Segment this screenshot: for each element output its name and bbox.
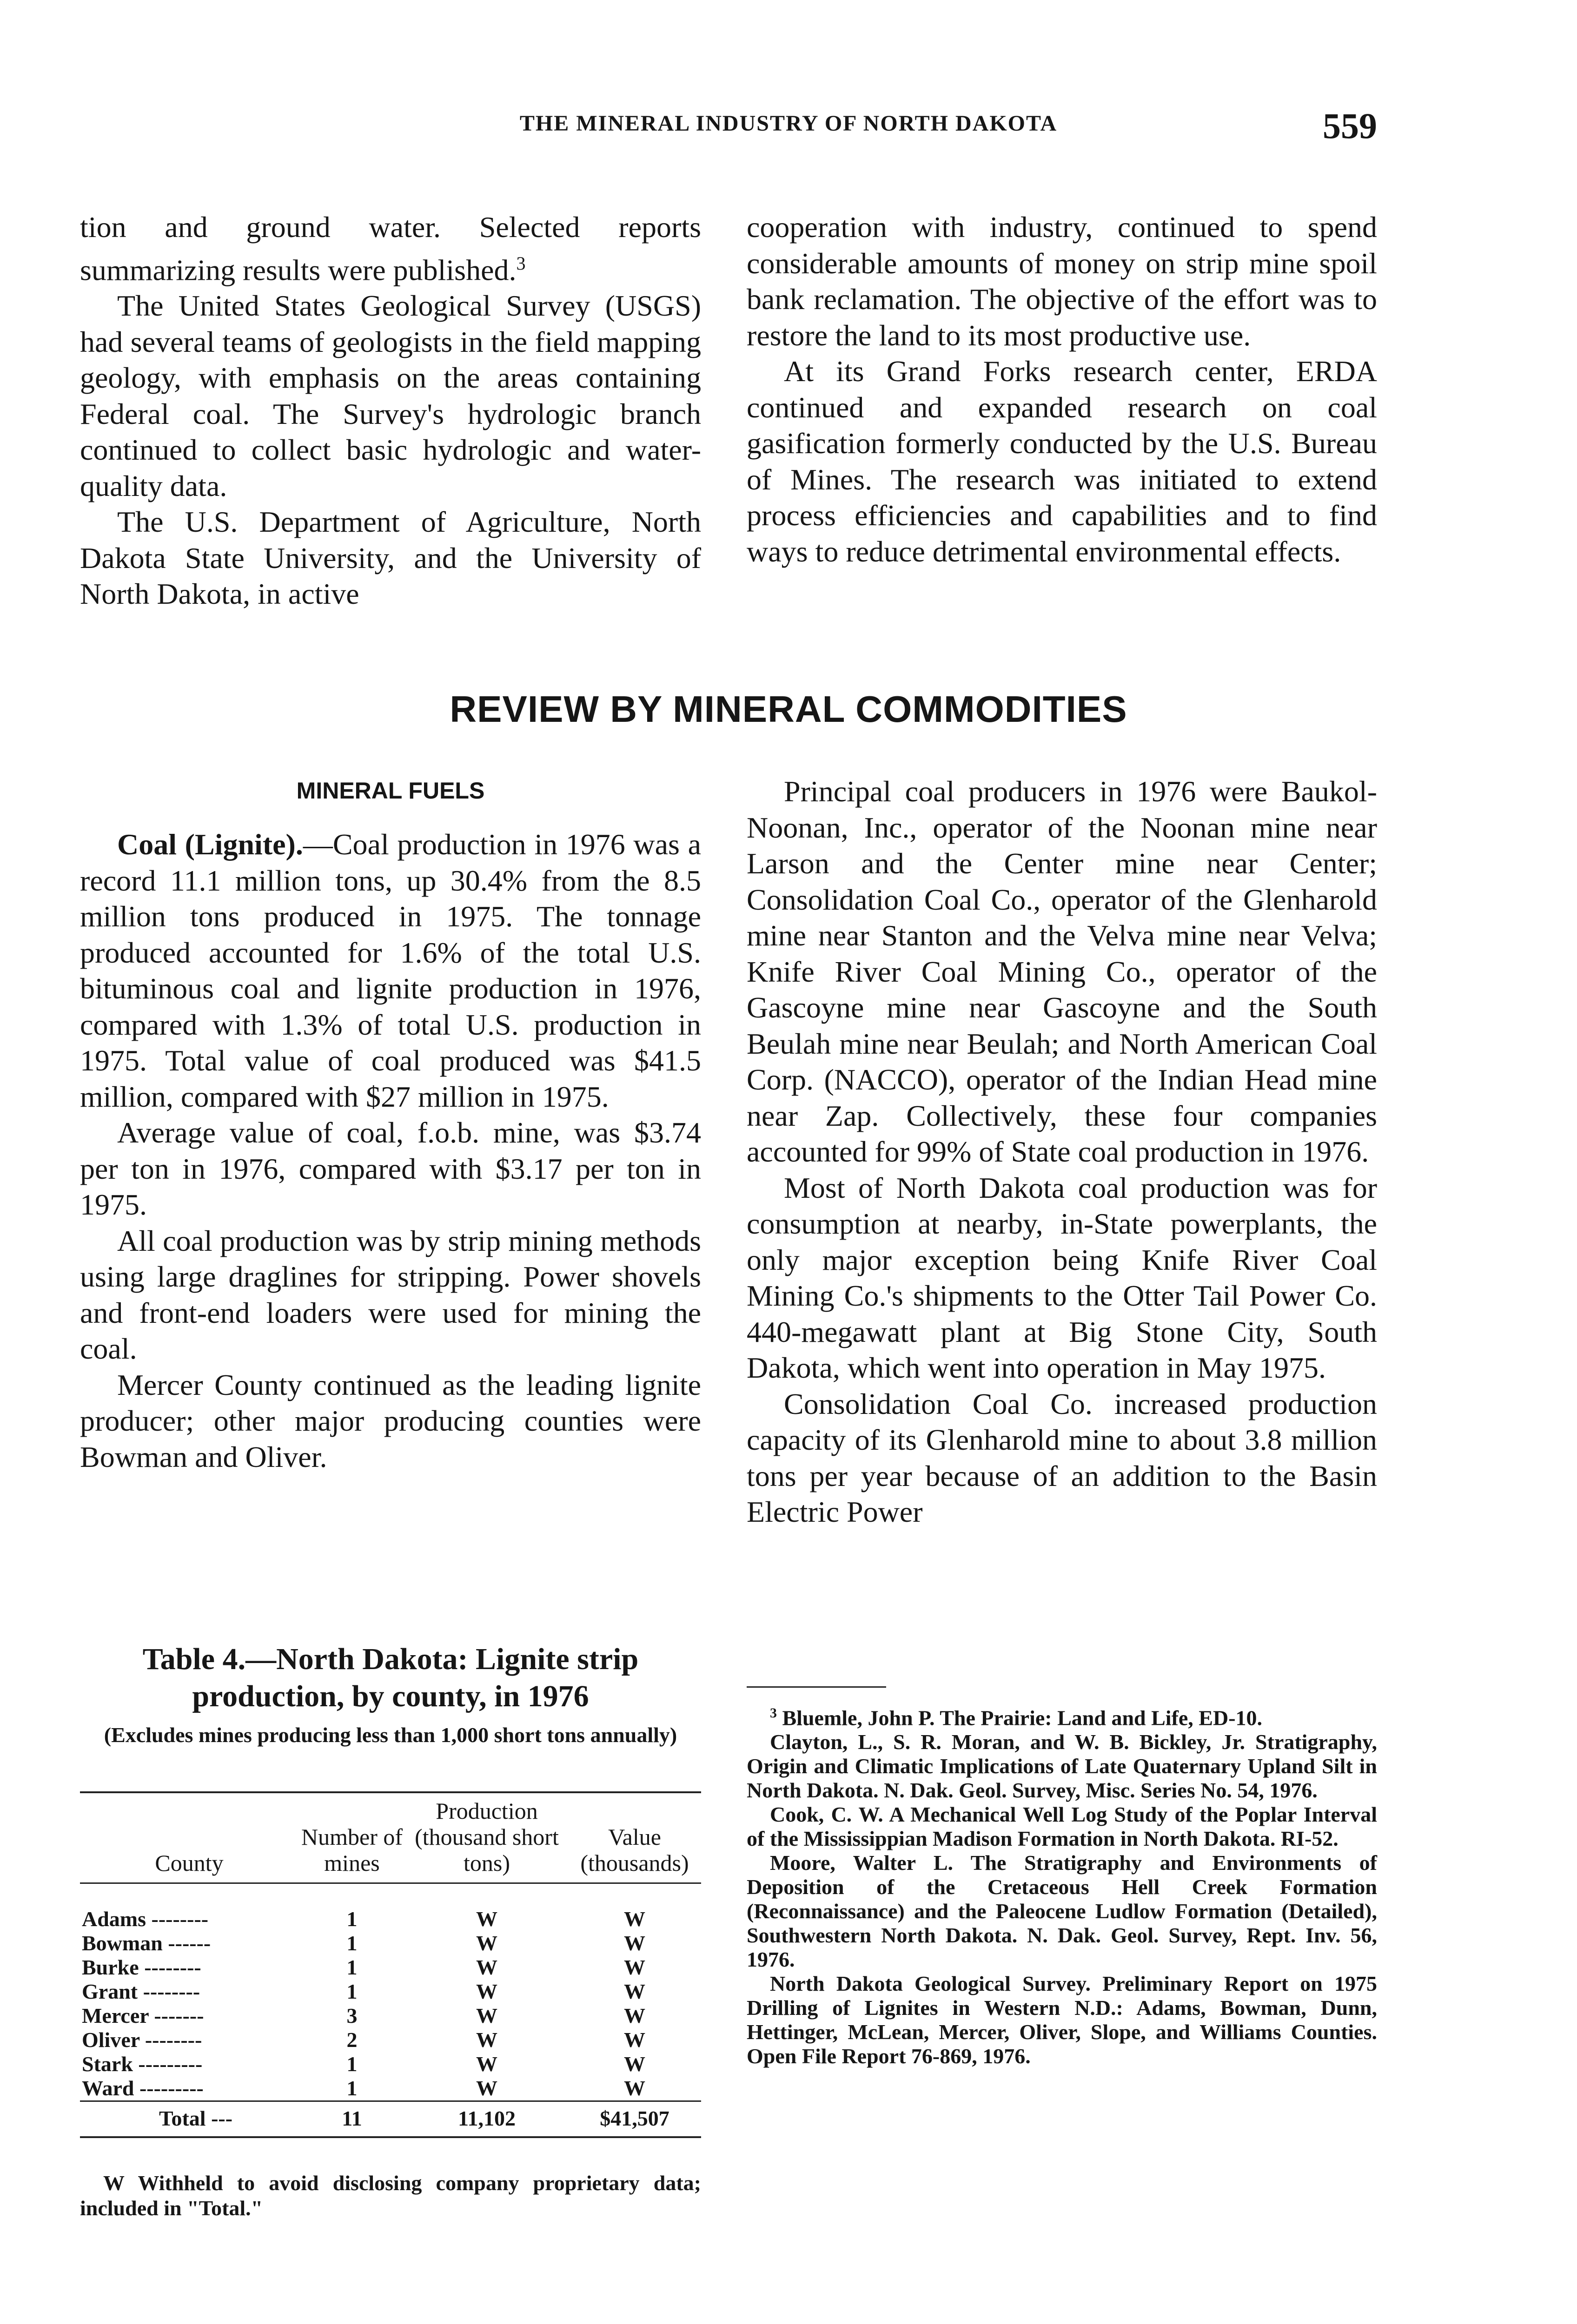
county-name: Mercer [82, 2004, 149, 2027]
footnote-entry: North Dakota Geological Survey. Preliminary Report on 1975 Drilling of Lignites in Western N.D.: Adams, Bowman, Dunn, Hettinger, McLean, Mercer, Oliver, Slope, and Williams Counties. Open File Report 76-869, 1976. [747, 1972, 1377, 2068]
intro-paragraph-3: The U.S. Department of Agriculture, North Dakota State University, and the University of North Dakota, in active [80, 505, 701, 611]
intro-paragraph-2: The United States Geological Survey (USGS) had several teams of geologists in the field mapping geology, with emphasis on the areas containing Federal coal. The Survey's hydrologic branch continued to collect basic hydrologic and water-quality data. [80, 289, 701, 502]
footnote-entry: Cook, C. W. A Mechanical Well Log Study of the Poplar Interval of the Mississippian Madison Formation in North Dakota. RI-52. [747, 1802, 1377, 1851]
county-name: Grant [82, 1980, 138, 2003]
mines-cell: 1 [346, 1980, 358, 2003]
county-name: Adams [82, 1907, 146, 1931]
coal-right-column [747, 773, 1377, 1530]
footnote-entry [747, 1701, 1377, 1730]
col-header-production: Production (thousand short tons) [405, 1792, 568, 1883]
intro-paragraph-1 [80, 209, 701, 288]
producers-paragraph-3: Consolidation Coal Co. increased production capacity of its Glenharold mine to about 3.8 million tons per year because of an addition to the Basin Electric Power [747, 1387, 1377, 1528]
county-cell [80, 1980, 298, 2004]
production-cell: W [476, 2004, 497, 2027]
county-cell [80, 2028, 298, 2052]
intro-text-1: tion and ground water. Selected reports summarizing results were published. [80, 211, 701, 286]
table-title: Table 4.—North Dakota: Lignite strip production, by county, in 1976 [142, 1642, 639, 1713]
producers-paragraph-2: Most of North Dakota coal production was for consumption at nearby, in-State powerplants, the only major exception being Knife River Coal Mining Co.'s shipments to the Otter Tail Power Co. 440-megawatt plant at Big Stone City, South Dakota, which went into operation in May 1975. [747, 1171, 1377, 1384]
leader-dots: --------- [134, 2076, 204, 2100]
value-cell: W [624, 1931, 645, 1955]
footnote-entry: Clayton, L., S. R. Moran, and W. B. Bickley, Jr. Stratigraphy, Origin and Climatic Implications of Late Quaternary Upland Silt in North Dakota. N. Dak. Geol. Survey, Misc. Series No. 54, 1976. [747, 1730, 1377, 1802]
coal-runin-heading: Coal (Lignite). [117, 828, 303, 861]
mines-cell: 1 [346, 2076, 358, 2100]
county-cell [80, 1931, 298, 1955]
county-name: Bowman [82, 1931, 163, 1955]
coal-left-column [80, 826, 701, 1475]
production-cell: W [476, 2076, 497, 2100]
mines-cell: 3 [346, 2004, 358, 2027]
county-cell [80, 1955, 298, 1980]
footnote-marker: 3 [770, 1705, 777, 1721]
production-cell: W [476, 2028, 497, 2052]
leader-dots: -------- [139, 2028, 202, 2052]
table-subtitle: (Excludes mines producing less than 1,000 short tons annually) [104, 1723, 677, 1747]
coal-text-1: —Coal production in 1976 was a record 11.1 million tons, up 30.4% from the 8.5 million tons produced in 1975. The tonnage produced accounted for 1.6% of the total U.S. bituminous coal and lignite production in 1976, compared with 1.3% of total U.S. production in 1975. Total value of coal produced was $41.5 million, compared with $27 million in 1975. [80, 828, 701, 1113]
subsection-heading: MINERAL FUELS [296, 778, 485, 804]
value-cell: W [624, 2076, 645, 2100]
col-header-county: County [80, 1792, 298, 1883]
intro-right-column [747, 209, 1377, 569]
value-cell: W [624, 1980, 645, 2003]
value-cell: W [624, 2004, 645, 2027]
coal-paragraph-4: Mercer County continued as the leading lignite producer; other major producing counties were Bowman and Oliver. [80, 1368, 701, 1473]
county-cell [80, 2076, 298, 2101]
table-total-row [80, 2101, 701, 2138]
intro-paragraph-5: At its Grand Forks research center, ERDA continued and expanded research on coal gasification formerly conducted by the U.S. Bureau of Mines. The research was initiated to extend process efficiencies and capabilities and to find ways to reduce detrimental environmental effects. [747, 355, 1377, 568]
county-name: Stark [82, 2052, 133, 2076]
footnote-ref-3: 3 [516, 252, 526, 274]
mines-cell: 1 [346, 2052, 358, 2076]
producers-paragraph-1: Principal coal producers in 1976 were Baukol-Noonan, Inc., operator of the Noonan mine near Larson and the Center mine near Center; Consolidation Coal Co., operator of the Glenharold mine near Stanton and the Velva mine near Velva; Knife River Coal Mining Co., operator of the Gascoyne mine near Gascoyne and the South Beulah mine near Beulah; and North American Coal Corp. (NACCO), operator of the Indian Head mine near Zap. Collectively, these four companies accounted for 99% of State coal production in 1976. [747, 775, 1377, 1168]
page-number: 559 [1323, 106, 1377, 146]
total-label-cell [80, 2101, 298, 2138]
production-cell: W [476, 1907, 497, 1931]
footnote-entry: Moore, Walter L. The Stratigraphy and Environments of Deposition of the Cretaceous Hell Creek Formation (Reconnaissance) and the Paleocene Ludlow Formation (Detailed), Southwestern North Dakota. N. Dak. Geol. Survey, Rept. Inv. 56, 1976. [747, 1851, 1377, 1972]
table-row [80, 2028, 701, 2052]
county-cell [80, 1883, 298, 1932]
leader-dots: --------- [133, 2052, 203, 2076]
county-cell [80, 2004, 298, 2028]
table-row [80, 2076, 701, 2101]
leader-dots: --- [205, 2106, 233, 2130]
mines-cell: 1 [346, 1955, 358, 1979]
table-row [80, 2052, 701, 2076]
total-production-cell: 11,102 [405, 2101, 568, 2138]
leader-dots: -------- [139, 1955, 201, 1979]
col-header-mines: Number of mines [298, 1792, 405, 1883]
county-name: Ward [82, 2076, 134, 2100]
mines-cell: 2 [346, 2028, 358, 2052]
leader-dots: -------- [138, 1980, 200, 2003]
mines-cell: 1 [346, 1907, 358, 1931]
county-cell [80, 2052, 298, 2076]
table-row [80, 1883, 701, 1932]
production-cell: W [476, 1955, 497, 1979]
value-cell: W [624, 2028, 645, 2052]
intro-paragraph-4: cooperation with industry, continued to spend considerable amounts of money on strip mine spoil bank reclamation. The objective of the effort was to restore the land to its most productive use. [747, 211, 1377, 352]
total-mines-cell: 11 [298, 2101, 405, 2138]
leader-dots: ------- [148, 2004, 204, 2027]
coal-paragraph-3: All coal production was by strip mining methods using large draglines for stripping. Power shovels and front-end loaders were used for mining the coal. [80, 1224, 701, 1365]
value-cell: W [624, 1955, 645, 1979]
table-row [80, 1931, 701, 1955]
value-cell: W [624, 2052, 645, 2076]
total-label: Total [159, 2106, 206, 2130]
intro-left-column [80, 209, 701, 612]
section-heading: REVIEW BY MINERAL COMMODITIES [450, 688, 1127, 730]
running-head: THE MINERAL INDUSTRY OF NORTH DAKOTA [519, 111, 1058, 136]
table-header-row [80, 1792, 701, 1883]
production-cell: W [476, 1931, 497, 1955]
leader-dots: ------ [162, 1931, 211, 1955]
total-value-cell: $41,507 [568, 2101, 701, 2138]
col-header-value: Value (thousands) [568, 1792, 701, 1883]
footnotes [747, 1701, 1377, 2068]
value-cell: W [624, 1907, 645, 1931]
production-cell: W [476, 2052, 497, 2076]
coal-paragraph-2: Average value of coal, f.o.b. mine, was $3.74 per ton in 1976, compared with $3.17 per ton in 1975. [80, 1116, 701, 1221]
lignite-production-table [80, 1791, 701, 2138]
footnote-divider [747, 1686, 886, 1688]
production-cell: W [476, 1980, 497, 2003]
leader-dots: -------- [146, 1907, 209, 1931]
table-row [80, 2004, 701, 2028]
mines-cell: 1 [346, 1931, 358, 1955]
county-name: Burke [82, 1955, 139, 1979]
coal-paragraph-1 [80, 826, 701, 1115]
county-name: Oliver [82, 2028, 140, 2052]
table-row [80, 1955, 701, 1980]
table-row [80, 1980, 701, 2004]
footnote-text: Bluemle, John P. The Prairie: Land and Life, ED-10. [782, 1706, 1263, 1730]
table-note: W Withheld to avoid disclosing company proprietary data; included in "Total." [80, 2171, 701, 2220]
